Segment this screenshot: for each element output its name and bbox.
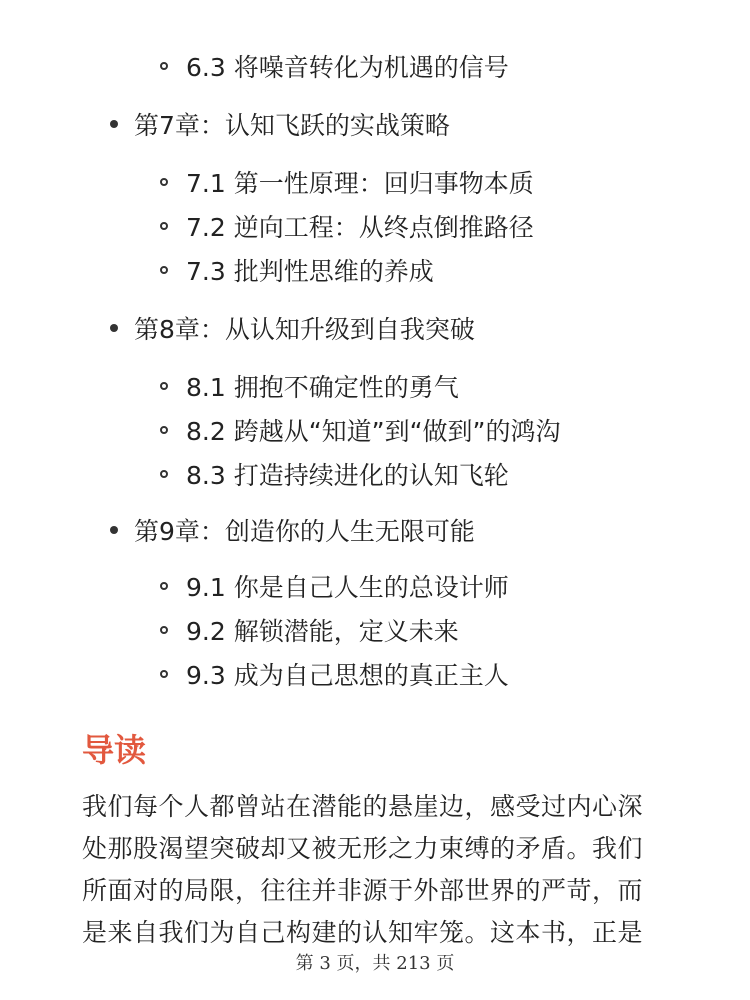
toc-section-text: 8.2 跨越从“知道”到“做到”的鸿沟 (186, 417, 561, 446)
toc-section-text: 7.2 逆向工程：从终点倒推路径 (186, 213, 534, 242)
hollow-bullet-icon (160, 426, 168, 434)
toc-section-text: 7.1 第一性原理：回归事物本质 (186, 169, 534, 198)
toc-chapter-item[interactable] (110, 512, 475, 552)
hollow-bullet-icon (160, 670, 168, 678)
toc-section-item[interactable] (160, 568, 509, 608)
intro-heading: 导读 (82, 731, 147, 769)
toc-section-text: 8.3 打造持续进化的认知飞轮 (186, 461, 509, 490)
hollow-bullet-icon (160, 382, 168, 390)
toc-section-item[interactable] (160, 656, 509, 696)
paragraph-line: 我们每个人都曾站在潜能的悬崖边，感受过内心深 (82, 792, 644, 821)
paragraph-line: 是来自我们为自己构建的认知牢笼。这本书，正是 (82, 918, 644, 947)
paragraph-line: 所面对的局限，往往并非源于外部世界的严苛，而 (82, 876, 644, 905)
filled-bullet-icon (110, 120, 118, 128)
hollow-bullet-icon (160, 266, 168, 274)
filled-bullet-icon (110, 324, 118, 332)
toc-section-text: 7.3 批判性思维的养成 (186, 257, 434, 286)
paragraph-line: 处那股渴望突破却又被无形之力束缚的矛盾。我们 (82, 834, 644, 863)
toc-chapter-text: 第7章：认知飞跃的实战策略 (134, 111, 450, 140)
page-number-footer: 第 3 页，共 213 页 (295, 953, 455, 974)
toc-section-item[interactable] (160, 456, 509, 496)
toc-section-item[interactable] (160, 612, 459, 652)
toc-section-text: 9.1 你是自己人生的总设计师 (186, 573, 509, 602)
toc-section-text: 9.3 成为自己思想的真正主人 (186, 661, 509, 690)
toc-section-item[interactable] (160, 164, 534, 204)
hollow-bullet-icon (160, 222, 168, 230)
hollow-bullet-icon (160, 470, 168, 478)
toc-section-item[interactable] (160, 48, 509, 88)
toc-section-text: 9.2 解锁潜能，定义未来 (186, 617, 459, 646)
hollow-bullet-icon (160, 62, 168, 70)
filled-bullet-icon (110, 526, 118, 534)
hollow-bullet-icon (160, 626, 168, 634)
toc-section-item[interactable] (160, 252, 434, 292)
intro-paragraph (82, 786, 672, 954)
toc-chapter-text: 第9章：创造你的人生无限可能 (134, 517, 475, 546)
toc-section-item[interactable] (160, 368, 459, 408)
toc-section-item[interactable] (160, 208, 534, 248)
toc-section-item[interactable] (160, 412, 561, 452)
toc-section-text: 8.1 拥抱不确定性的勇气 (186, 373, 459, 402)
toc-chapter-text: 第8章：从认知升级到自我突破 (134, 315, 475, 344)
toc-section-text: 6.3 将噪音转化为机遇的信号 (186, 53, 509, 82)
toc-chapter-item[interactable] (110, 310, 475, 350)
hollow-bullet-icon (160, 178, 168, 186)
hollow-bullet-icon (160, 582, 168, 590)
toc-chapter-item[interactable] (110, 106, 450, 146)
